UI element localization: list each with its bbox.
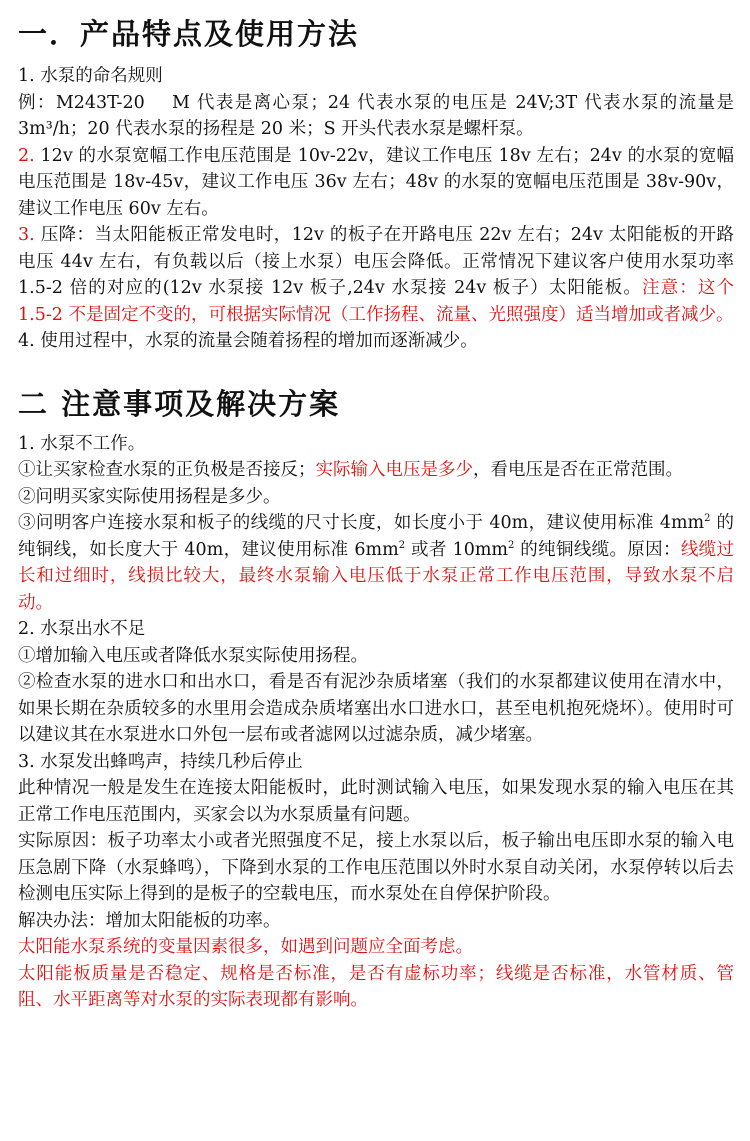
issue-not-working-step3: [18, 510, 734, 616]
voltage-range-text: 12v 的水泵宽幅工作电压范围是 10v-22v，建议工作电压 18v 左右；24v 的水泵的宽幅电压范围是 18v-45v，建议工作电压 36v 左右；48v 的水泵的宽幅电压范围是 38v-90v，建议工作电压 60v 左右。: [18, 145, 734, 219]
closing-note-1: 太阳能水泵系统的变量因素很多，如遇到问题应全面考虑。: [18, 937, 473, 957]
step-highlight: 实际输入电压是多少: [315, 460, 473, 480]
issue-low-flow-step1: ①增加输入电压或者降低水泵实际使用扬程。: [18, 645, 368, 666]
step-text: ①让买家检查水泵的正负极是否接反；: [18, 460, 316, 480]
issue-not-working-step1: [18, 457, 734, 484]
step-highlight: 线缆过长和过细时，线损比较大，最终水泵输入电压低于水泵正常工作电压范围，导致水泵不启动。: [18, 539, 735, 613]
step-text: ，看电压是否在正常范围。: [473, 460, 683, 480]
section-features-body: [18, 63, 734, 355]
issue-beeping-para2: 实际原因：板子功率太小或者光照强度不足，接上水泵以后，板子输出电压即水泵的输入电压急剧下降（水泵蜂鸣），下降到水泵的工作电压范围以外时水泵自动关闭，水泵停转以后去检测电压实际上得到的是板子的空载电压，而水泵处在自停保护阶段。: [18, 831, 734, 904]
issue-beeping-solution: 解决办法：增加太阳能板的功率。: [18, 910, 281, 931]
section-title-features: 一．产品特点及使用方法: [18, 17, 360, 51]
voltage-drop-text: 压降：当太阳能板正常发电时，12v 的板子在开路电压 22v 左右；24v 太阳能板的开路电压 44v 左右，有负载以后（接上水泵）电压会降低。正常情况下建议客户使用水泵功率 1.5-2 倍的对应的(12v 水泵接 12v 板子,24v 水泵接 24v 板子）太阳能板。: [18, 225, 734, 298]
item-number: 3.: [18, 225, 35, 245]
closing-note-2: 太阳能板质量是否稳定、规格是否标准，是否有虚标功率；线缆是否标准，水管材质、管阻、水平距离等对水泵的实际表现都有影响。: [18, 963, 734, 1010]
issue-low-flow-step2: ②检查水泵的进水口和出水口，看是否有泥沙杂质堵塞（我们的水泵都建议使用在清水中，如果长期在杂质较多的水里用会造成杂质堵塞出水口进水口，甚至电机抱死烧坏）。使用时可以建议其在水泵进水口外包一层布或者滤网以过滤杂质，减少堵塞。: [18, 672, 734, 745]
superscript: 2: [398, 539, 406, 551]
naming-rule-heading: 1. 水泵的命名规则: [18, 66, 163, 86]
section-title-troubleshooting: 二 注意事项及解决方案: [18, 386, 341, 421]
step-text: 的纯铜线缆。原因：: [514, 539, 681, 560]
voltage-drop-item: [18, 222, 734, 328]
step-text: 或者 10mm: [405, 539, 509, 560]
voltage-range-item: [18, 143, 734, 223]
issue-beeping-para1: 此种情况一般是发生在连接太阳能板时，此时测试输入电压，如果发现水泵的输入电压在其正常工作电压范围内，买家会以为水泵质量有问题。: [18, 778, 734, 825]
issue-not-working-heading: 1. 水泵不工作。: [18, 433, 146, 454]
step-text: ③问明客户连接水泵和板子的线缆的尺寸长度，如长度小于 40m，建议使用标准 4mm: [18, 513, 705, 533]
step-text: 的纯铜线，如长度大于 40m，建议使用标准 6mm: [18, 513, 734, 560]
issue-not-working-step2: ②问明买家实际使用扬程是多少。: [18, 486, 281, 507]
item-number: 2.: [18, 145, 35, 166]
naming-rule-text: 例：M243T-20 M 代表是离心泵；24 代表水泵的电压是 24V;3T 代表水泵的流量是 3m³/h；20 代表水泵的扬程是 20 米；S 开头代表水泵是螺杆泵。: [18, 92, 734, 139]
section-troubleshooting-body: [18, 431, 734, 1014]
superscript: 2: [704, 513, 711, 525]
issue-beeping-heading: 3. 水泵发出蜂鸣声，持续几秒后停止: [18, 751, 303, 772]
flow-note-item: 4. 使用过程中，水泵的流量会随着扬程的增加而逐渐减少。: [18, 331, 478, 351]
issue-low-flow-heading: 2. 水泵出水不足: [18, 619, 146, 639]
voltage-drop-note: 注意：这个 1.5-2 不是固定不变的，可根据实际情况（工作扬程、流量、光照强度）适当增加或者减少。: [18, 278, 735, 325]
superscript: 2: [508, 539, 515, 551]
